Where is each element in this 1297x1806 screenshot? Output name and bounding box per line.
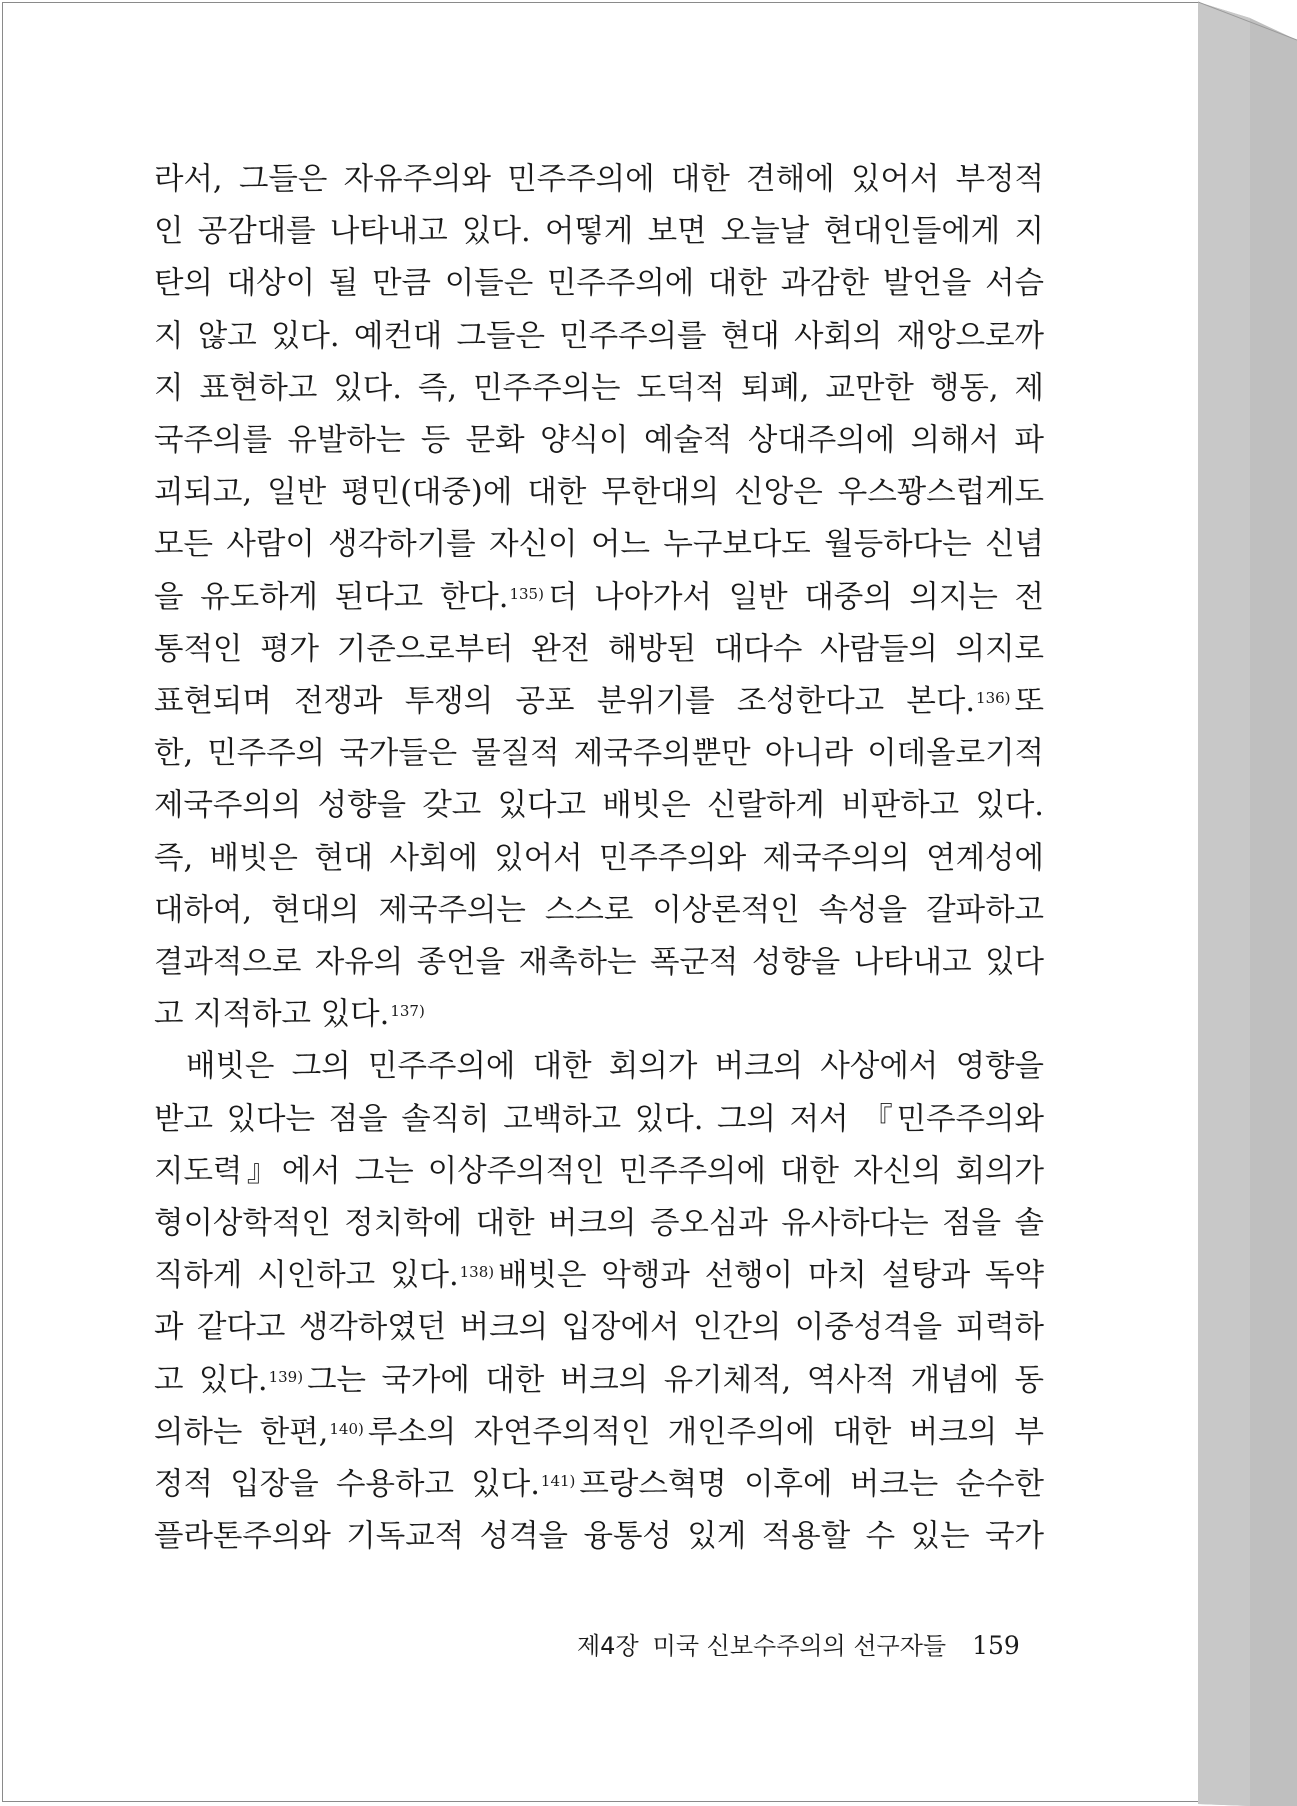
book-page-edge: [1198, 0, 1297, 1806]
footnote-marker: 138): [459, 1263, 495, 1282]
chapter-title: 미국 신보수주의의 선구자들: [652, 1632, 947, 1660]
text-line: 모든 사람이 생각하기를 자신이 어느 누구보다도 월등하다는 신념: [154, 527, 1044, 563]
text-line: 즉, 배빗은 현대 사회에 있어서 민주주의와 제국주의의 연계성에: [154, 840, 1044, 876]
paragraph-1: [154, 154, 1044, 1041]
text-line: 제국주의의 성향을 갖고 있다고 배빗은 신랄하게 비판하고 있다.: [154, 788, 1044, 824]
text-line: 탄의 대상이 될 만큼 이들은 민주주의에 대한 과감한 발언을 서슴: [154, 266, 1044, 302]
text-line: 표현되며 전쟁과 투쟁의 공포 분위기를 조성한다고 본다.$^{136)}$ 또: [154, 684, 1044, 720]
body-text: [154, 154, 1044, 1563]
footnote-marker: 137): [390, 1002, 425, 1021]
running-footer: [577, 1626, 1023, 1666]
text-line: 인 공감대를 나타내고 있다. 어떻게 보면 오늘날 현대인들에게 지: [154, 214, 1044, 250]
text-line: 괴되고, 일반 평민(대중)에 대한 무한대의 신앙은 우스꽝스럽게도: [154, 475, 1044, 511]
text-line: 의하는 한편,$^{140)}$ 루소의 자연주의적인 개인주의에 대한 버크의 부: [154, 1414, 1044, 1450]
text-line: 지 표현하고 있다. 즉, 민주주의는 도덕적 퇴폐, 교만한 행동, 제: [154, 370, 1044, 406]
footnote-marker: 135): [509, 584, 544, 603]
text-line: 정적 입장을 수용하고 있다.$^{141)}$ 프랑스혁명 이후에 버크는 순수한: [154, 1467, 1044, 1503]
text-line: 대하여, 현대의 제국주의는 스스로 이상론적인 속성을 갈파하고: [154, 892, 1044, 928]
footnote-marker: 136): [976, 689, 1011, 708]
text-line: 지도력』에서 그는 이상주의적인 민주주의에 대한 자신의 회의가: [154, 1153, 1044, 1189]
text-line: 결과적으로 자유의 종언을 재촉하는 폭군적 성향을 나타내고 있다: [154, 945, 1044, 981]
text-line: 을 유도하게 된다고 한다.$^{135)}$ 더 나아가서 일반 대중의 의지는 전: [154, 579, 1044, 615]
text-line: 받고 있다는 점을 솔직히 고백하고 있다. 그의 저서 『민주주의와: [154, 1101, 1044, 1137]
footnote-marker: 141): [540, 1472, 576, 1491]
text-line: 지 않고 있다. 예컨대 그들은 민주주의를 현대 사회의 재앙으로까: [154, 318, 1044, 354]
text-line: 형이상학적인 정치학에 대한 버크의 증오심과 유사하다는 점을 솔: [154, 1206, 1044, 1242]
page-number: 159: [972, 1631, 1020, 1660]
text-line: 고 지적하고 있다.$^{137)}$: [154, 997, 425, 1033]
text-line: 배빗은 그의 민주주의에 대한 회의가 버크의 사상에서 영향을: [186, 1049, 1044, 1085]
chapter-label: 제4장: [577, 1632, 639, 1660]
paragraph-2: [154, 1041, 1044, 1563]
text-line: 한, 민주주의 국가들은 물질적 제국주의뿐만 아니라 이데올로기적: [154, 736, 1044, 772]
text-line: 과 같다고 생각하였던 버크의 입장에서 인간의 이중성격을 피력하: [154, 1310, 1044, 1346]
text-line: 국주의를 유발하는 등 문화 양식이 예술적 상대주의에 의해서 파: [154, 423, 1044, 459]
text-line: 통적인 평가 기준으로부터 완전 해방된 대다수 사람들의 의지로: [154, 631, 1044, 667]
text-line: 라서, 그들은 자유주의와 민주주의에 대한 견해에 있어서 부정적: [154, 162, 1044, 197]
text-line: 고 있다.$^{139)}$ 그는 국가에 대한 버크의 유기체적, 역사적 개념에 동: [154, 1362, 1044, 1398]
text-line: 플라톤주의와 기독교적 성격을 융통성 있게 적용할 수 있는 국가: [154, 1519, 1044, 1555]
footnote-marker: 140): [329, 1419, 364, 1438]
footnote-marker: 139): [268, 1367, 304, 1386]
text-line: 직하게 시인하고 있다.$^{138)}$ 배빗은 악행과 선행이 마치 설탕과 독약: [154, 1258, 1044, 1294]
